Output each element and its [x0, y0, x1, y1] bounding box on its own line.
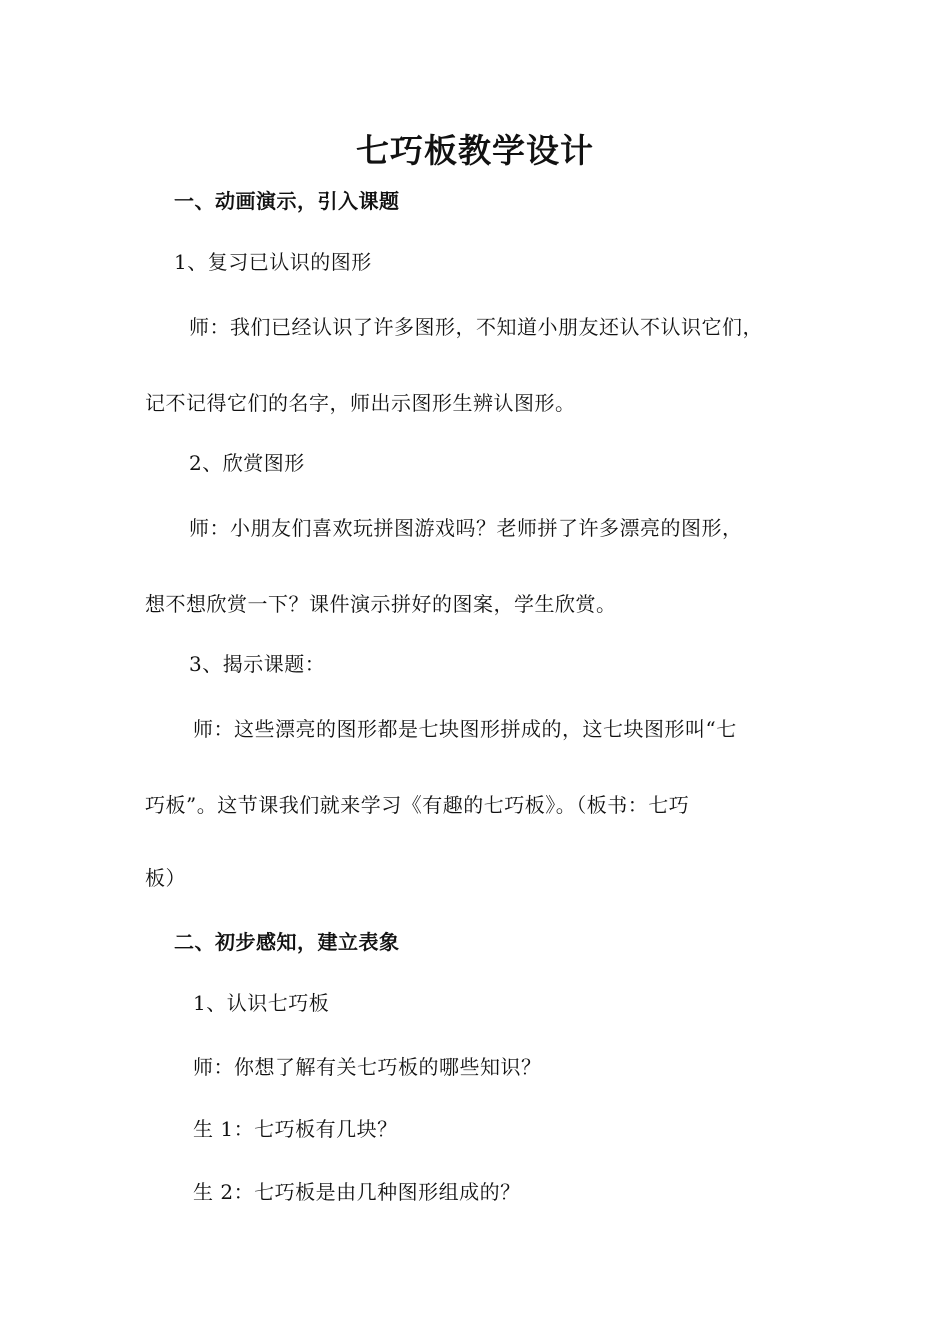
- section-heading-1: 一、动画演示，引入课题: [174, 189, 400, 213]
- paragraph-line: 师：我们已经认识了许多图形，不知道小朋友还认不认识它们，: [189, 315, 763, 339]
- paragraph-line: 生 1：七巧板有几块？: [193, 1117, 398, 1141]
- paragraph-line: 巧板”。这节课我们就来学习《有趣的七巧板》。（板书：七巧: [145, 793, 690, 817]
- document-title: 七巧板教学设计: [356, 131, 594, 170]
- section-heading-2: 二、初步感知，建立表象: [174, 930, 400, 954]
- subheading-1-3: 3、揭示课题：: [189, 652, 326, 676]
- subheading-1-1: 1、复习已认识的图形: [174, 250, 372, 274]
- paragraph-line: 师：这些漂亮的图形都是七块图形拼成的，这七块图形叫“七: [193, 717, 737, 741]
- paragraph-line: 板）: [145, 866, 186, 890]
- paragraph-line: 想不想欣赏一下？课件演示拼好的图案，学生欣赏。: [145, 592, 617, 616]
- paragraph-line: 师：小朋友们喜欢玩拼图游戏吗？老师拼了许多漂亮的图形，: [189, 516, 743, 540]
- paragraph-line: 师：你想了解有关七巧板的哪些知识？: [193, 1055, 542, 1079]
- paragraph-line: 生 2：七巧板是由几种图形组成的？: [193, 1180, 521, 1204]
- subheading-1-2: 2、欣赏图形: [189, 451, 305, 475]
- subheading-2-1: 1、认识七巧板: [193, 991, 330, 1015]
- paragraph-line: 记不记得它们的名字，师出示图形生辨认图形。: [145, 391, 576, 415]
